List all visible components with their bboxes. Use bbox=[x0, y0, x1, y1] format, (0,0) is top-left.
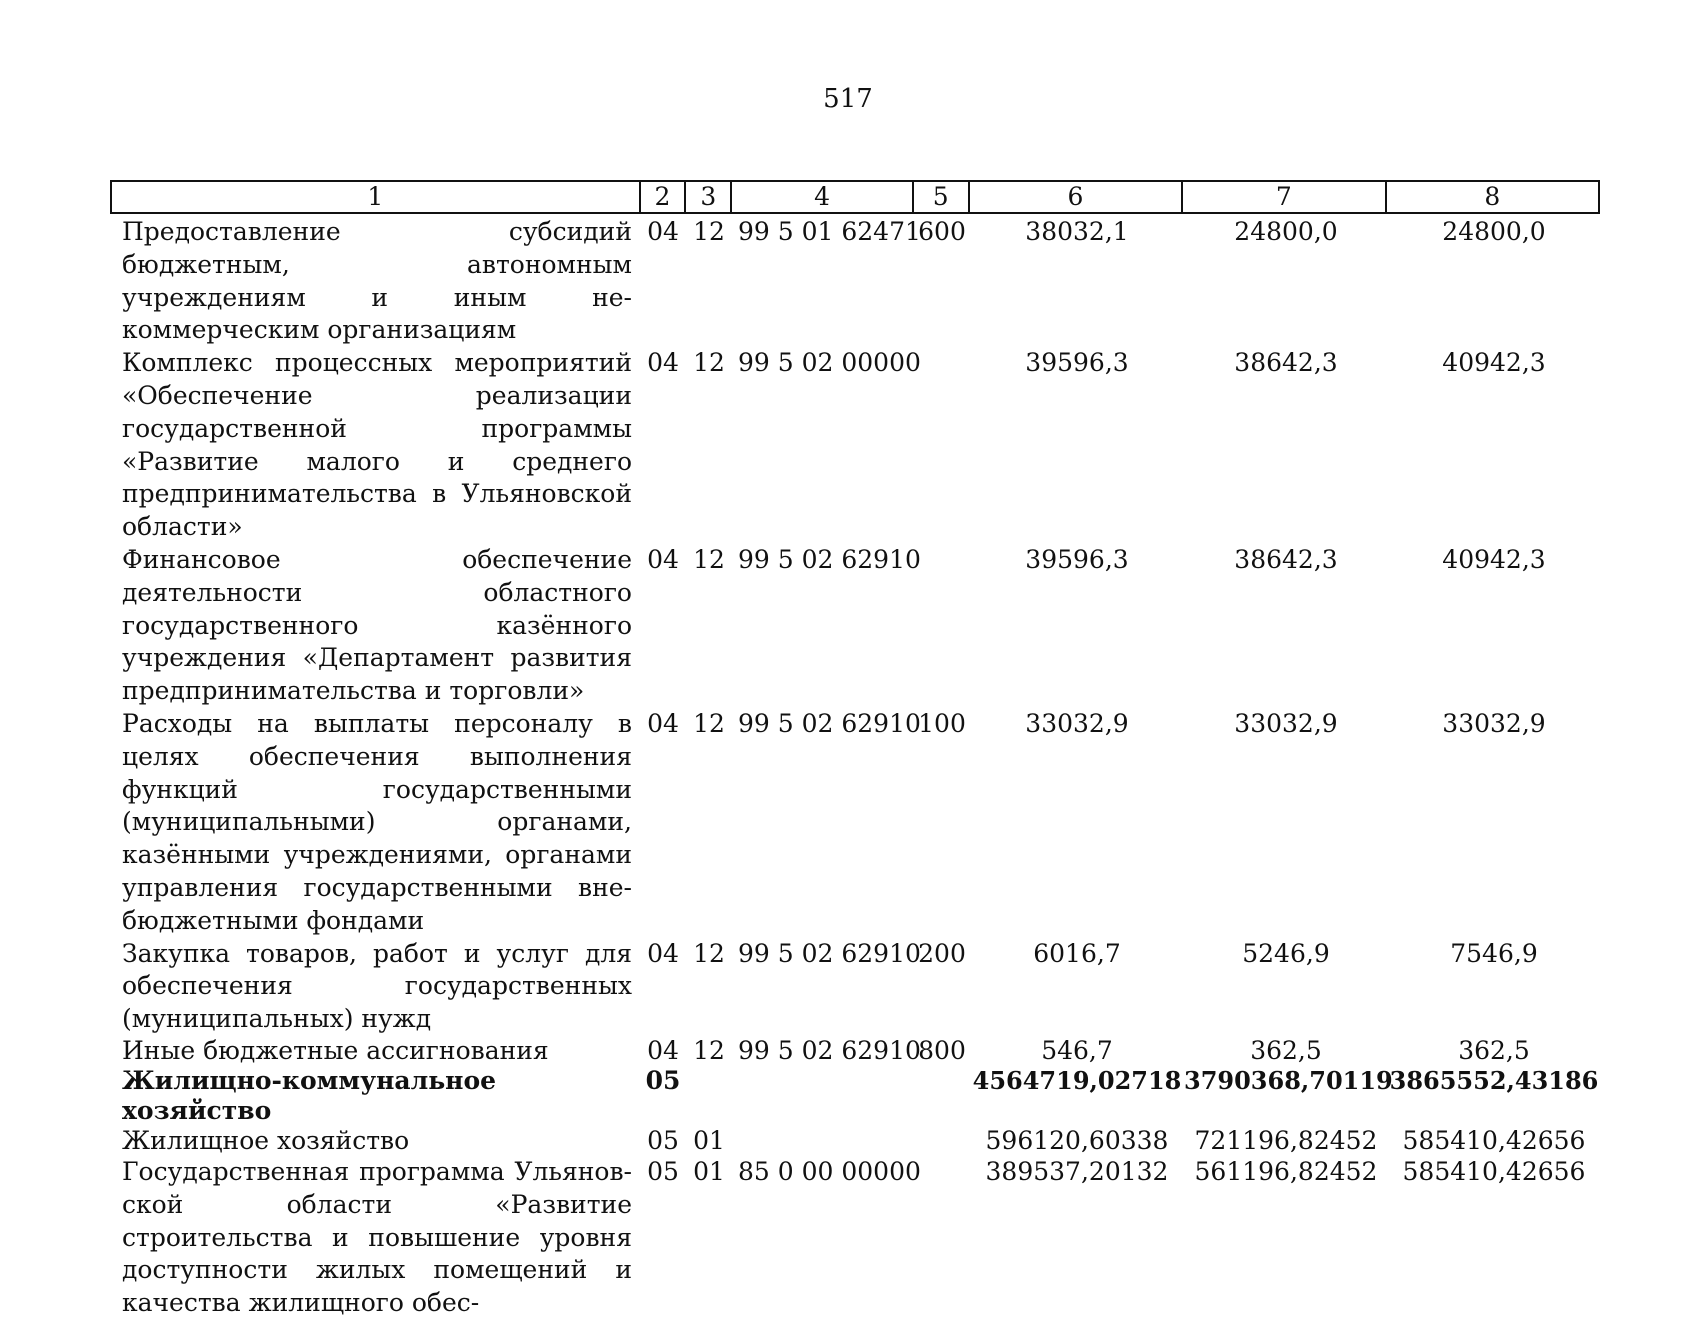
row-subsection: 12 bbox=[693, 1035, 725, 1065]
row-name: Предоставление субсидий бюджетным, автономным учреждениям и иным некоммерческим организациям bbox=[122, 217, 632, 345]
row-name: Жилищно-коммунальное хозяйство bbox=[122, 1065, 497, 1125]
row-name: Закупка товаров, работ и услуг для обеспечения государственных (муниципальных) нужд bbox=[122, 938, 632, 1034]
row-value-6: 6016,7 bbox=[1033, 938, 1121, 968]
header-col-5: 5 bbox=[914, 182, 970, 212]
row-value-8: 585410,42656 bbox=[1402, 1125, 1586, 1155]
row-subsection: 01 bbox=[693, 1156, 725, 1186]
row-value-8: 362,5 bbox=[1458, 1035, 1530, 1065]
row-value-8: 3865552,43186 bbox=[1389, 1065, 1599, 1095]
row-value-7: 362,5 bbox=[1250, 1035, 1322, 1065]
row-target-code: 99 5 02 62910 bbox=[738, 1035, 921, 1065]
row-name: Иные бюджетные ассигнования bbox=[122, 1035, 549, 1065]
row-value-6: 38032,1 bbox=[1025, 217, 1129, 246]
row-expense-type bbox=[914, 347, 970, 544]
row-name: Жилищное хозяйство bbox=[122, 1125, 410, 1155]
row-expense-type: 100 bbox=[918, 708, 966, 738]
row-section: 05 bbox=[647, 1156, 679, 1186]
row-value-6: 39596,3 bbox=[1025, 348, 1129, 378]
row-expense-type bbox=[914, 544, 970, 708]
row-section: 04 bbox=[647, 217, 679, 246]
row-value-8: 40942,3 bbox=[1442, 348, 1546, 378]
row-target-code: 99 5 02 62910 bbox=[738, 544, 921, 574]
row-name: Государственная программа Ульяновской области «Развитие строительства и повышение уровня доступности жилых помещений и качества жилищного обес- bbox=[122, 1156, 632, 1318]
row-section: 04 bbox=[647, 544, 679, 574]
header-col-1: 1 bbox=[112, 182, 641, 212]
row-target-code: 99 5 02 62910 bbox=[738, 938, 921, 968]
budget-table bbox=[110, 180, 1600, 1320]
row-value-6: 33032,9 bbox=[1025, 708, 1129, 738]
table-row bbox=[110, 938, 1600, 1036]
row-value-8: 7546,9 bbox=[1450, 938, 1538, 968]
row-subsection: 12 bbox=[693, 708, 725, 738]
row-target-code: 99 5 02 62910 bbox=[738, 708, 921, 738]
row-expense-type: 800 bbox=[918, 1035, 966, 1065]
row-section: 04 bbox=[647, 1035, 679, 1065]
row-value-7: 5246,9 bbox=[1242, 938, 1330, 968]
table-header bbox=[110, 180, 1600, 214]
row-section: 05 bbox=[647, 1125, 679, 1155]
row-value-8: 585410,42656 bbox=[1402, 1156, 1586, 1186]
row-name: Финансовое обеспечение деятельности областного государственного казённого учреждения «Департамент развития предпринимательства и торговли» bbox=[122, 544, 632, 706]
row-subsection: 12 bbox=[693, 544, 725, 574]
table-body bbox=[110, 214, 1600, 1320]
row-expense-type bbox=[914, 1156, 970, 1320]
row-target-code bbox=[732, 1066, 914, 1126]
table-row bbox=[110, 1036, 1600, 1066]
row-subsection: 12 bbox=[693, 348, 725, 378]
row-value-7: 721196,82452 bbox=[1194, 1125, 1378, 1155]
table-row-section-total bbox=[110, 1066, 1600, 1126]
row-value-6: 546,7 bbox=[1041, 1035, 1113, 1065]
table-row bbox=[110, 347, 1600, 544]
table-row bbox=[110, 1126, 1600, 1156]
row-target-code: 85 0 00 00000 bbox=[738, 1156, 921, 1186]
header-col-3: 3 bbox=[686, 182, 732, 212]
row-value-6: 389537,20132 bbox=[985, 1156, 1169, 1186]
row-name: Комплекс процессных мероприятий «Обеспечение реализации государственной программы «Развитие малого и среднего предпринимательства в Ульяновской области» bbox=[122, 348, 632, 542]
header-col-4: 4 bbox=[732, 182, 914, 212]
row-target-code bbox=[732, 1126, 914, 1156]
row-expense-type: 600 bbox=[918, 217, 966, 246]
row-value-7: 24800,0 bbox=[1234, 217, 1338, 246]
header-col-8: 8 bbox=[1484, 182, 1501, 211]
row-value-8: 33032,9 bbox=[1442, 708, 1546, 738]
row-value-6: 596120,60338 bbox=[985, 1125, 1169, 1155]
row-value-8: 40942,3 bbox=[1442, 544, 1546, 574]
row-section: 04 bbox=[647, 708, 679, 738]
row-section: 05 bbox=[645, 1065, 681, 1095]
row-section: 04 bbox=[647, 938, 679, 968]
row-subsection: 01 bbox=[693, 1125, 725, 1155]
row-expense-type: 200 bbox=[918, 938, 966, 968]
row-value-7: 38642,3 bbox=[1234, 544, 1338, 574]
row-target-code: 99 5 02 00000 bbox=[738, 348, 921, 378]
row-value-7: 38642,3 bbox=[1234, 348, 1338, 378]
header-col-2: 2 bbox=[641, 182, 687, 212]
row-value-6: 4564719,02718 bbox=[972, 1065, 1182, 1095]
row-subsection bbox=[686, 1066, 732, 1126]
header-col-7: 7 bbox=[1183, 182, 1386, 212]
row-subsection: 12 bbox=[693, 217, 725, 246]
row-expense-type bbox=[914, 1066, 970, 1126]
row-section: 04 bbox=[647, 348, 679, 378]
table-row bbox=[110, 1156, 1600, 1320]
row-value-7: 561196,82452 bbox=[1194, 1156, 1378, 1186]
table-row bbox=[110, 216, 1600, 347]
table-row bbox=[110, 708, 1600, 938]
row-expense-type bbox=[914, 1126, 970, 1156]
header-col-6: 6 bbox=[970, 182, 1183, 212]
row-target-code: 99 5 01 62471 bbox=[738, 217, 921, 246]
table-row bbox=[110, 544, 1600, 708]
page-number: 517 bbox=[823, 84, 873, 114]
row-name: Расходы на выплаты персоналу в целях обеспечения выполнения функций государственными (муниципальными) органами, казёнными учреждениями, органами управления государственными внебюджетными фондами bbox=[122, 708, 632, 935]
row-value-8: 24800,0 bbox=[1442, 217, 1546, 246]
row-subsection: 12 bbox=[693, 938, 725, 968]
row-value-6: 39596,3 bbox=[1025, 544, 1129, 574]
row-value-7: 33032,9 bbox=[1234, 708, 1338, 738]
row-value-7: 3790368,70119 bbox=[1184, 1065, 1393, 1095]
